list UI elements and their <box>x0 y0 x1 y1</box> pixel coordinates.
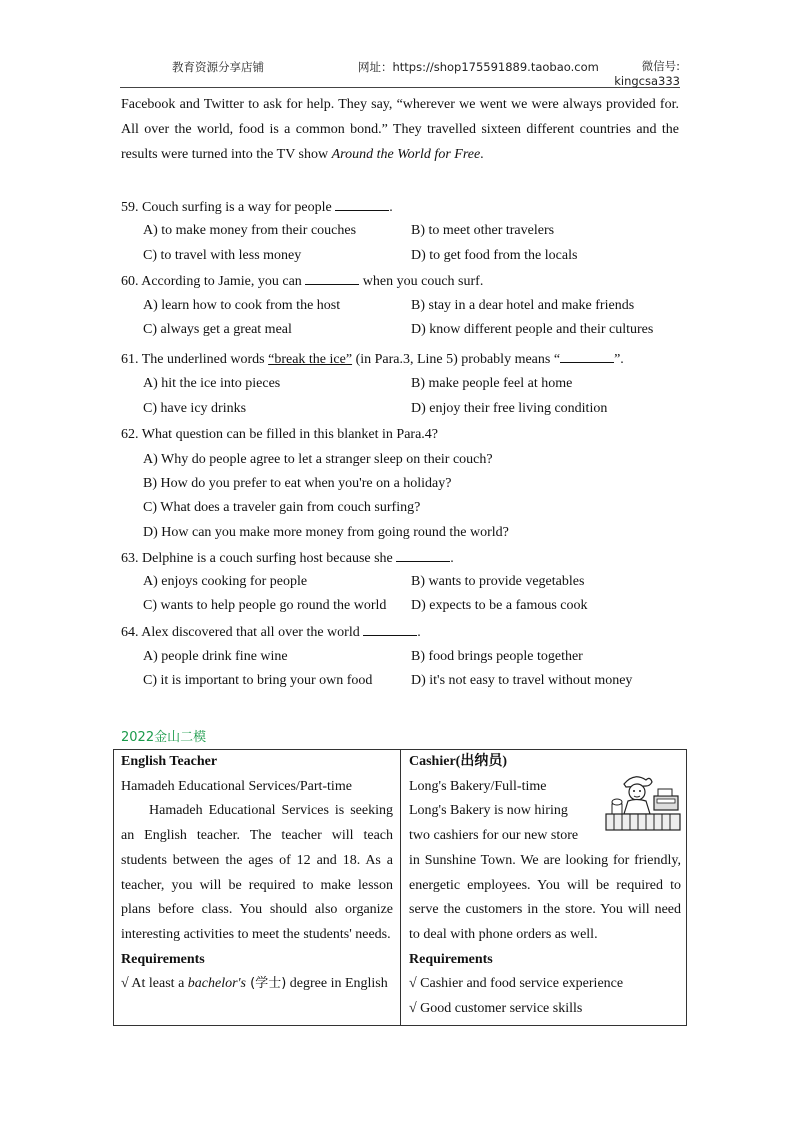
requirement-item: √ Good customer service skills <box>409 1001 583 1017</box>
question-59: 59. Couch surfing is a way for people . <box>121 200 393 215</box>
ad-title: English Teacher <box>121 754 218 769</box>
option-61b: B) make people feel at home <box>411 376 573 391</box>
section-label: 2022金山二模 <box>121 730 207 745</box>
page-header <box>120 57 680 88</box>
option-64a: A) people drink fine wine <box>143 649 288 664</box>
ad-english-teacher <box>121 750 393 997</box>
answer-blank <box>396 549 450 562</box>
job-ads-table <box>113 749 687 1026</box>
option-61d: D) enjoy their free living condition <box>411 401 608 416</box>
option-62a: A) Why do people agree to let a stranger sleep on their couch? <box>143 452 493 467</box>
requirement-item: √ At least a bachelor's (学士) degree in English <box>121 976 388 992</box>
option-59b: B) to meet other travelers <box>411 223 555 238</box>
question-62: 62. What question can be filled in this blanket in Para.4? <box>121 427 438 442</box>
option-62b: B) How do you prefer to eat when you're on a holiday? <box>143 476 452 491</box>
question-61: 61. The underlined words “break the ice” (in Para.3, Line 5) probably means “ ”. <box>121 352 624 367</box>
option-63c: C) wants to help people go round the world <box>143 598 387 613</box>
option-63a: A) enjoys cooking for people <box>143 574 308 589</box>
option-63b: B) wants to provide vegetables <box>411 574 585 589</box>
passage-paragraph <box>121 92 679 167</box>
option-61a: A) hit the ice into pieces <box>143 376 281 391</box>
ad-title: Cashier(出纳员) <box>409 754 507 769</box>
table-divider <box>400 750 401 1025</box>
option-59c: C) to travel with less money <box>143 248 302 263</box>
show-title: Around the World for Free <box>331 147 481 162</box>
ad-body-line: Long's Bakery is now hiring <box>409 803 568 819</box>
option-60b: B) stay in a dear hotel and make friends <box>411 298 635 313</box>
answer-blank <box>335 198 389 211</box>
question-60: 60. According to Jamie, you can when you couch surf. <box>121 274 484 289</box>
option-62d: D) How can you make more money from going round the world? <box>143 525 509 540</box>
option-59a: A) to make money from their couches <box>143 223 357 238</box>
ad-subtitle: Long's Bakery/Full-time <box>409 778 547 794</box>
answer-blank <box>560 350 614 363</box>
answer-blank <box>363 623 417 636</box>
option-64c: C) it is important to bring your own food <box>143 673 373 688</box>
shop-name: 教育资源分享店铺 <box>172 60 264 74</box>
option-59d: D) to get food from the locals <box>411 248 578 263</box>
option-64d: D) it's not easy to travel without money <box>411 673 633 688</box>
option-61c: C) have icy drinks <box>143 401 247 416</box>
requirements-title: Requirements <box>409 951 493 967</box>
ad-subtitle: Hamadeh Educational Services/Part-time <box>121 778 352 794</box>
option-64b: B) food brings people together <box>411 649 583 664</box>
question-64: 64. Alex discovered that all over the world . <box>121 625 421 640</box>
option-62c: C) What does a traveler gain from couch surfing? <box>143 500 421 515</box>
ad-body: Hamadeh Educational Services is seeking an English teacher. The teacher will teach students between the ages of 12 and 18. As a teacher, you will be required to make lesson plans before class. You should also organize interesting activities to meet the students' needs. <box>121 803 393 942</box>
question-63: 63. Delphine is a couch surfing host because she . <box>121 551 454 566</box>
answer-blank <box>305 272 359 285</box>
wechat-info <box>614 59 680 89</box>
wechat-id: kingcsa333 <box>614 74 680 88</box>
underlined-phrase: “break the ice” <box>268 352 353 367</box>
requirement-item: √ Cashier and food service experience <box>409 976 624 992</box>
option-60a: A) learn how to cook from the host <box>143 298 341 313</box>
shop-url[interactable]: 网址：https://shop175591889.taobao.com <box>358 60 599 74</box>
option-60c: C) always get a great meal <box>143 322 292 337</box>
passage-end: . <box>480 147 484 162</box>
requirements-title: Requirements <box>121 951 205 967</box>
ad-body: in Sunshine Town. We are looking for friendly, energetic employees. You will be required to serve the customers in the store. You will need to deal with phone orders as well. <box>409 852 681 942</box>
option-63d: D) expects to be a famous cook <box>411 598 588 613</box>
passage-text: Facebook and Twitter to ask for help. They say, “wherever we went we were always provided for. All over the world, food is a common bond.” They travelled sixteen different countries and the results were turned into the TV show <box>121 97 679 162</box>
wechat-label: 微信号: <box>641 59 680 73</box>
ad-body-line: two cashiers for our new store <box>409 828 579 844</box>
cashier-illustration-icon <box>604 770 682 834</box>
option-60d: D) know different people and their cultures <box>411 322 654 337</box>
